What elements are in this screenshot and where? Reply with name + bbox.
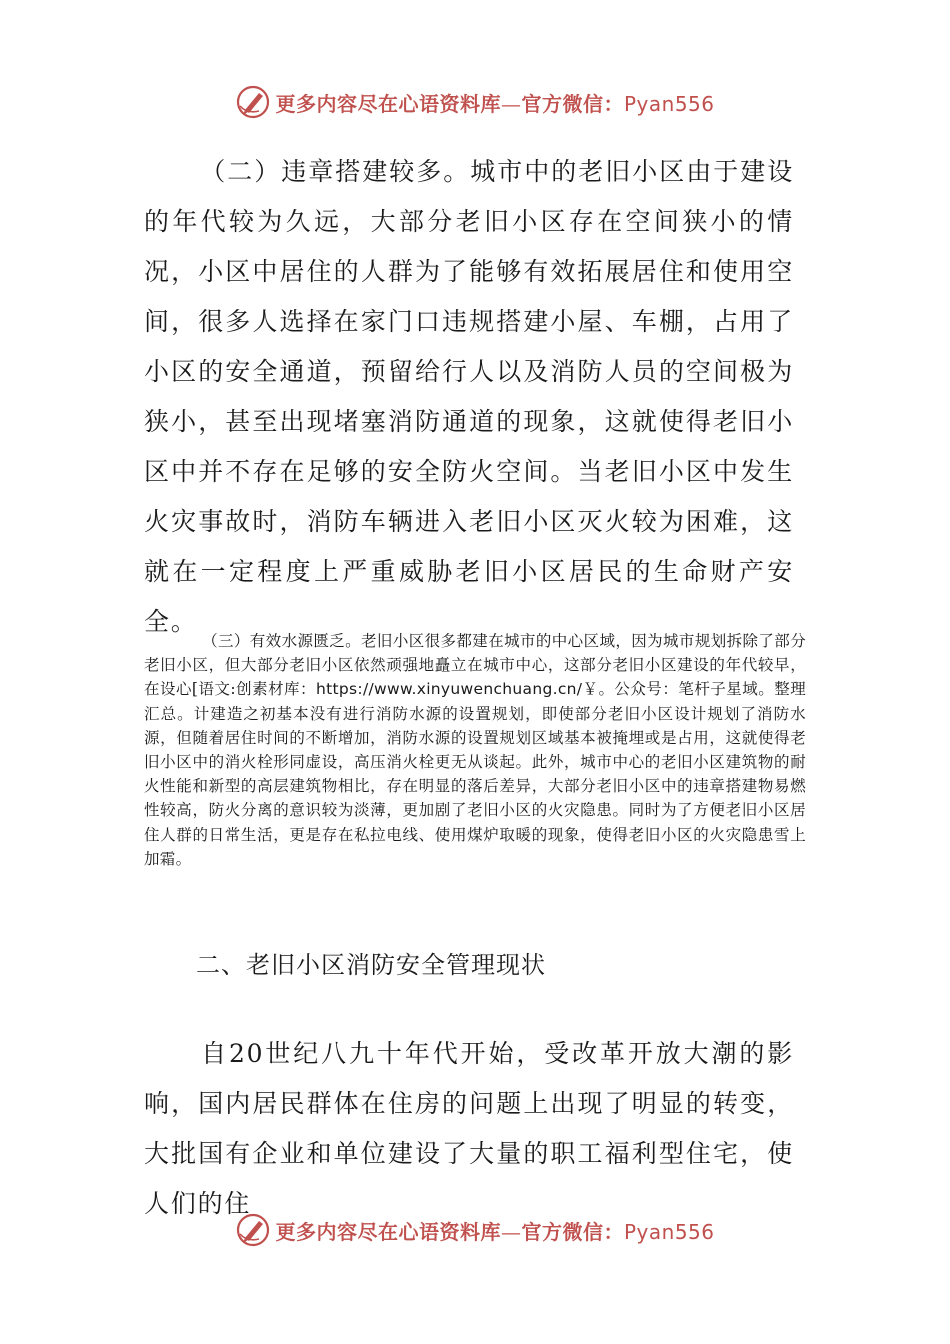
banner-separator: —: [500, 1219, 522, 1244]
banner-text: [275, 88, 714, 117]
pen-logo-icon: [235, 1212, 271, 1248]
paragraph-2-text-a: （三）有效水源匮乏。老旧小区很多都建在城市的中心区域，因为城市规划拆除了部分老旧小区，但大部分老旧小区依然顽强地矗立在城市中心，这部分老旧小区建设的年代较早，在设心[语文:创素材库：: [144, 632, 806, 699]
pen-logo-icon: [235, 84, 271, 120]
footer-banner: [0, 1210, 950, 1250]
banner-text: [275, 1216, 714, 1245]
header-banner: [0, 82, 950, 122]
banner-wechat-id: Pyan556: [623, 1219, 715, 1244]
banner-main-text: 更多内容尽在心语资料库: [275, 1219, 501, 1244]
banner-main-text: 更多内容尽在心语资料库: [275, 91, 501, 116]
paragraph-illegal-construction: [144, 147, 794, 647]
paragraph-2-text-b: ￥。公众号：笔杆子星域。整理汇总。计建造之初基本没有进行消防水源的设置规划，即使部分老旧小区设计规划了消防水源，但随着居住时间的不断增加，消防水源的设置规划区域基本被掩埋或是占用，这就使得老旧小区中的消火栓形同虚设，高压消火栓更无从谈起。此外，城市中心的老旧小区建筑物的耐火性能和新型的高层建筑物相比，存在明显的落后差异，大部分老旧小区中的违章搭建物易燃性较高，防火分离的意识较为淡薄，更加剧了老旧小区的火灾隐患。同时为了方便老旧小区居住人群的日常生活，更是存在私拉电线、使用煤炉取暖的现象，使得老旧小区的火灾隐患雪上加霜。: [144, 680, 807, 868]
paragraph-3-text: 自20世纪八九十年代开始，受改革开放大潮的影响，国内居民群体在住房的问题上出现了明显的转变，大批国有企业和单位建设了大量的职工福利型住宅，使人们的住: [144, 1039, 794, 1218]
banner-wechat-label: 官方微信：: [521, 91, 624, 116]
paragraph-water-source: [144, 629, 806, 871]
paragraph-1-text: （二）违章搭建较多。城市中的老旧小区由于建设的年代较为久远，大部分老旧小区存在空间狭小的情况，小区中居住的人群为了能够有效拓展居住和使用空间，很多人选择在家门口违规搭建小屋、车棚，占用了小区的安全通道，预留给行人以及消防人员的空间极为狭小，甚至出现堵塞消防通道的现象，这就使得老旧小区中并不存在足够的安全防火空间。当老旧小区中发生火灾事故时，消防车辆进入老旧小区灭火较为困难，这就在一定程度上严重威胁老旧小区居民的生命财产安全。: [144, 157, 794, 636]
paragraph-housing-history: [144, 1029, 794, 1229]
banner-wechat-id: Pyan556: [623, 91, 715, 116]
section-heading: 二、老旧小区消防安全管理现状: [196, 951, 546, 979]
banner-separator: —: [500, 91, 522, 116]
banner-wechat-label: 官方微信：: [521, 1219, 624, 1244]
paragraph-2-url: https://www.xinyuwenchuang.cn/: [316, 680, 583, 699]
